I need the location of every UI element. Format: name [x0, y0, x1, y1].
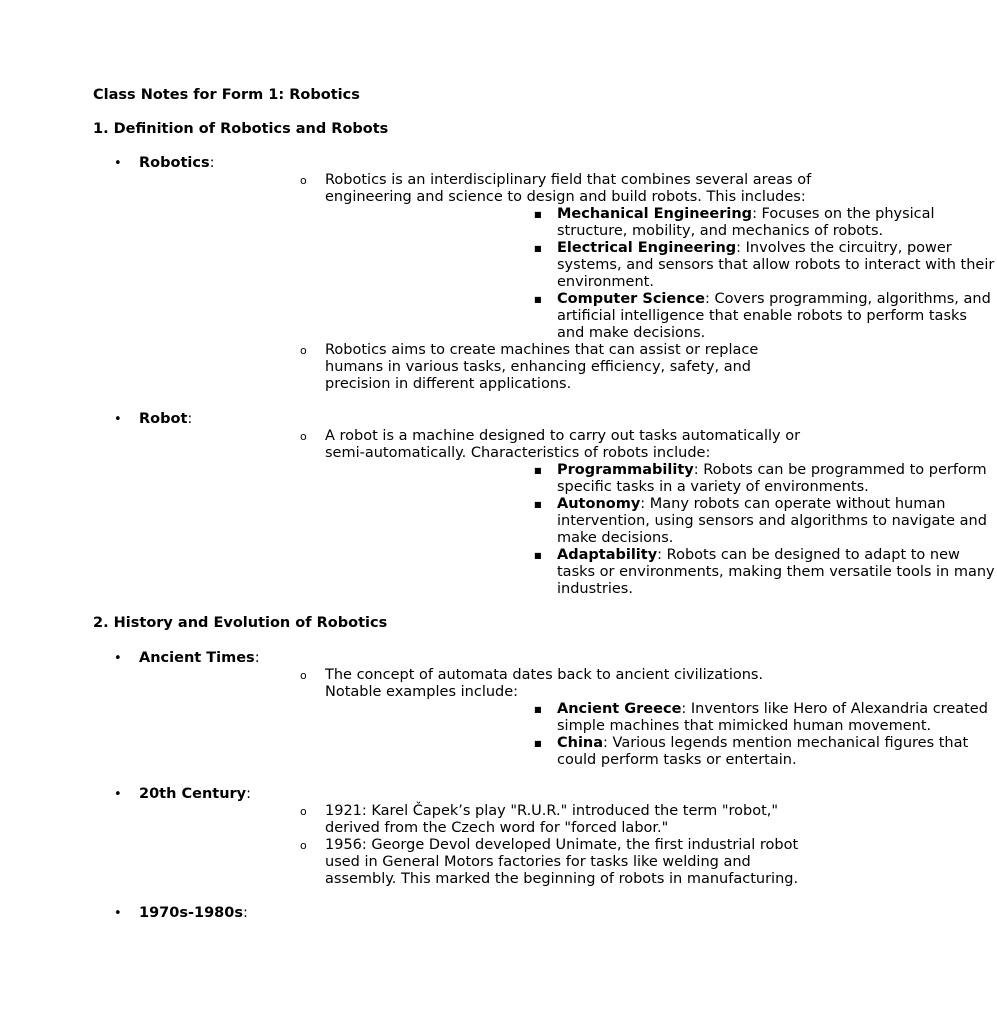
list-item-1970s-1980s [0, 905, 768, 922]
programmability-text: : Robots can be programmed to perform specific tasks in a variety of environments. [557, 462, 987, 495]
colon: : [243, 905, 248, 921]
bullet-list [0, 905, 768, 922]
bullet-marker: • [114, 412, 122, 427]
term-programmability: Programmability [557, 462, 694, 478]
seventies-block [0, 905, 768, 922]
colon: : [209, 155, 215, 171]
square-marker: ■ [534, 705, 542, 714]
section-heading-definition: 1. Definition of Robotics and Robots [93, 121, 389, 137]
term-computer-science: Computer Science [557, 291, 705, 307]
bullet-list [0, 411, 995, 598]
bullet-list [0, 650, 988, 769]
colon: : [187, 411, 193, 427]
colon: : [246, 786, 252, 802]
bullet-marker: • [114, 906, 122, 921]
list-item [139, 803, 779, 837]
adaptability-text: : Robots can be designed to adapt to new tasks or environments, making them versatile tools in many industries. [557, 547, 995, 597]
list-item-robot [0, 411, 995, 598]
circle-marker: o [300, 430, 307, 443]
unimate-text: 1956: George Devol developed Unimate, the first industrial robot used in General Motors factories for tasks like welding and assembly. This marked the beginning of robots in manufacturing. [325, 837, 799, 887]
square-marker: ■ [534, 295, 542, 304]
robotics-aims-text: Robotics aims to create machines that can assist or replace humans in various tasks, enhancing efficiency, safety, and precision in different applications. [325, 342, 759, 392]
list-item [139, 172, 995, 342]
bullet-marker: • [114, 156, 122, 171]
list-item [325, 291, 997, 342]
section-heading-history: 2. History and Evolution of Robotics [93, 615, 388, 631]
square-marker: ■ [534, 500, 542, 509]
circle-marker: o [300, 839, 307, 852]
term-mechanical-engineering: Mechanical Engineering [557, 206, 753, 222]
square-marker: ■ [534, 739, 542, 748]
term-china: China [557, 735, 604, 751]
list-item [139, 667, 988, 769]
mechanical-engineering-text: : Focuses on the physical structure, mobility, and mechanics of robots. [557, 206, 935, 239]
square-marker: ■ [534, 551, 542, 560]
list-item-ancient-times [0, 650, 988, 769]
automata-text: The concept of automata dates back to ancient civilizations. Notable examples include: [325, 667, 764, 700]
century-block [0, 786, 799, 888]
term-20th-century: 20th Century [139, 786, 247, 802]
list-item [139, 837, 799, 888]
robotics-definition-text: Robotics is an interdisciplinary field that combines several areas of engineering and science to design and build robots. This includes: [325, 172, 812, 205]
list-item [325, 240, 997, 291]
list-item [325, 206, 997, 240]
term-1970s-1980s: 1970s-1980s [139, 905, 243, 921]
colon: : [254, 650, 260, 666]
term-autonomy: Autonomy [557, 496, 641, 512]
list-item-20th-century [0, 786, 799, 888]
list-item-robotics [0, 155, 995, 393]
bullet-marker: • [114, 787, 122, 802]
section-definition-body [0, 155, 995, 393]
electrical-engineering-text: : Involves the circuitry, power systems, and sensors that allow robots to interact with their environment. [557, 240, 995, 290]
ancient-greece-text: : Inventors like Hero of Alexandria created simple machines that mimicked human movement. [557, 701, 988, 734]
term-electrical-engineering: Electrical Engineering [557, 240, 737, 256]
autonomy-text: : Many robots can operate without human intervention, using sensors and algorithms to navigate and make decisions. [557, 496, 987, 546]
circle-marker: o [300, 174, 307, 187]
list-item [325, 701, 997, 735]
term-ancient-greece: Ancient Greece [557, 701, 682, 717]
china-text: : Various legends mention mechanical figures that could perform tasks or entertain. [557, 735, 969, 768]
term-robotics: Robotics [139, 155, 210, 171]
circle-marker: o [300, 805, 307, 818]
square-marker: ■ [534, 244, 542, 253]
bullet-list [0, 155, 995, 393]
list-item [139, 342, 768, 393]
rur-text: 1921: Karel Čapek’s play "R.U.R." introduced the term "robot," derived from the Czech word for "forced labor." [325, 803, 779, 836]
term-robot: Robot [139, 411, 188, 427]
term-adaptability: Adaptability [557, 547, 658, 563]
robot-definition-text: A robot is a machine designed to carry out tasks automatically or semi-automatically. Characteristics of robots include: [325, 428, 801, 461]
computer-science-text: : Covers programming, algorithms, and artificial intelligence that enable robots to perform tasks and make decisions. [557, 291, 991, 341]
term-ancient-times: Ancient Times [139, 650, 255, 666]
robot-block [0, 411, 995, 598]
bullet-marker: • [114, 651, 122, 666]
circle-marker: o [300, 344, 307, 357]
document-title: Class Notes for Form 1: Robotics [93, 87, 360, 103]
circle-marker: o [300, 669, 307, 682]
list-item [325, 462, 997, 496]
list-item [325, 735, 997, 769]
list-item [139, 428, 995, 598]
ancient-times-block [0, 650, 988, 769]
square-marker: ■ [534, 210, 542, 219]
square-marker: ■ [534, 466, 542, 475]
bullet-list [0, 786, 799, 888]
list-item [325, 547, 997, 598]
list-item [325, 496, 997, 547]
